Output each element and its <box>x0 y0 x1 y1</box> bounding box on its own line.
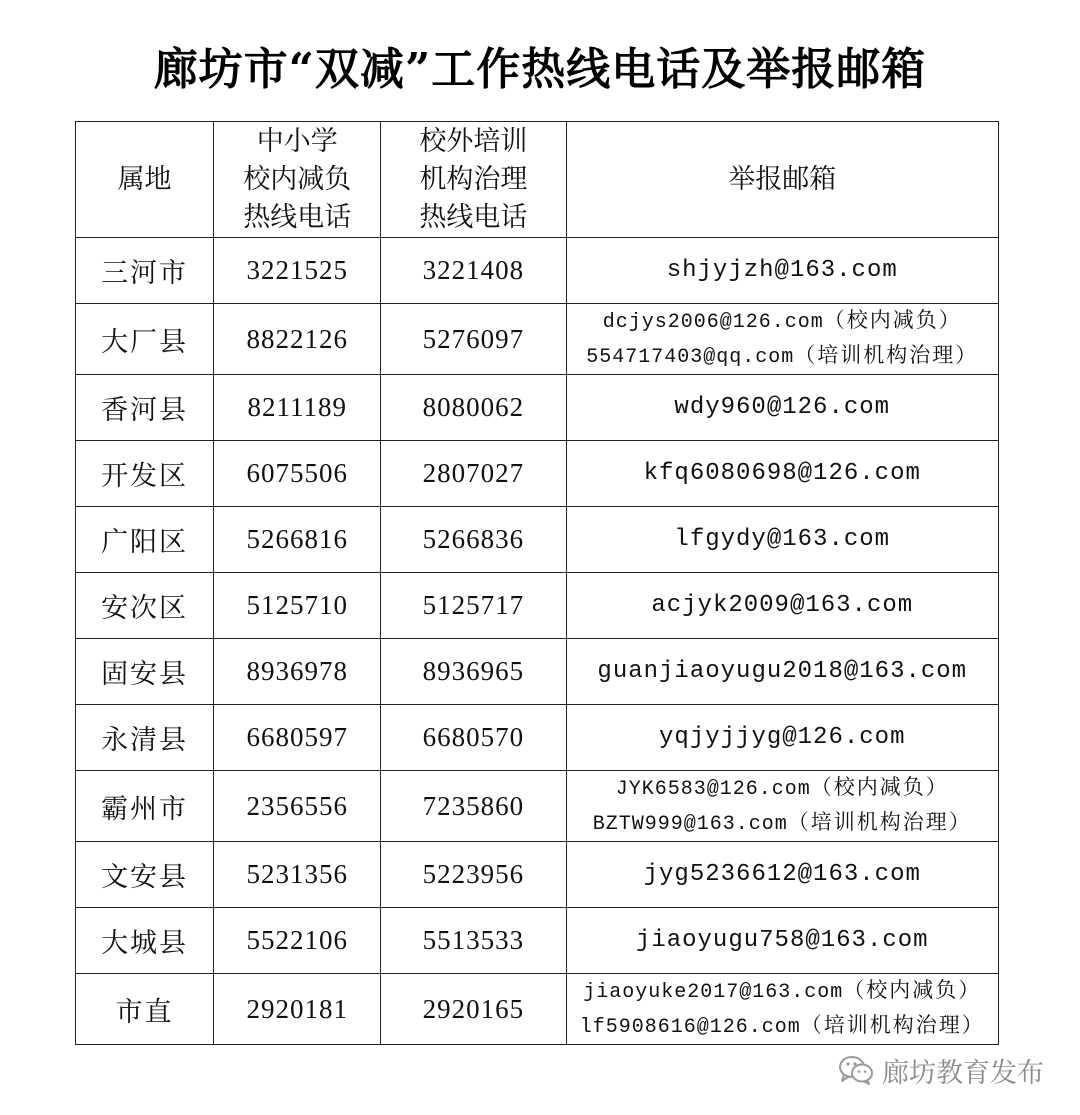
wechat-icon <box>838 1055 874 1085</box>
table-body <box>76 238 999 1045</box>
watermark <box>838 1050 1044 1090</box>
cell-email <box>566 908 999 974</box>
email-address: dcjys2006@126.com <box>602 311 824 334</box>
cell-school-hotline: 8211189 <box>214 375 381 441</box>
table-row <box>76 573 999 639</box>
cell-training-hotline: 7235860 <box>381 771 566 842</box>
cell-email <box>566 771 999 842</box>
cell-region: 开发区 <box>76 441 214 507</box>
cell-email <box>566 304 999 375</box>
cell-training-hotline: 2807027 <box>381 441 566 507</box>
table-row <box>76 705 999 771</box>
page-title: 廊坊市“双减”工作热线电话及举报邮箱 <box>153 44 927 95</box>
cell-training-hotline: 5513533 <box>381 908 566 974</box>
watermark-text: 廊坊教育发布 <box>882 1057 1044 1089</box>
cell-school-hotline: 3221525 <box>214 238 381 304</box>
cell-school-hotline: 5125710 <box>214 573 381 639</box>
email-line <box>567 1009 999 1044</box>
cell-school-hotline: 8822126 <box>214 304 381 375</box>
cell-region: 安次区 <box>76 573 214 639</box>
cell-email <box>566 573 999 639</box>
email-address: shjyjzh@163.com <box>666 257 898 284</box>
cell-school-hotline: 5266816 <box>214 507 381 573</box>
email-note: （校内减负） <box>823 308 962 332</box>
email-address: BZTW999@163.com <box>592 813 788 836</box>
cell-region: 文安县 <box>76 842 214 908</box>
header-email <box>566 122 999 238</box>
header-school-hotline-line: 中小学 <box>256 125 338 157</box>
email-address: 554717403@qq.com <box>586 346 795 369</box>
header-school-hotline-line: 热线电话 <box>243 201 352 233</box>
table-header-row <box>76 122 999 238</box>
cell-region: 固安县 <box>76 639 214 705</box>
table-row <box>76 771 999 842</box>
table-row <box>76 639 999 705</box>
email-address: acjyk2009@163.com <box>651 592 914 619</box>
header-region-label: 属地 <box>117 163 172 195</box>
email-note: （培训机构治理） <box>794 343 979 367</box>
cell-email <box>566 507 999 573</box>
email-address: kfq6080698@126.com <box>643 460 921 487</box>
table-row <box>76 908 999 974</box>
cell-email <box>566 974 999 1045</box>
cell-region: 霸州市 <box>76 771 214 842</box>
cell-school-hotline: 5231356 <box>214 842 381 908</box>
email-address: lf5908616@126.com <box>579 1016 801 1039</box>
email-line <box>567 806 999 841</box>
email-line <box>567 771 999 806</box>
email-address: lfgydy@163.com <box>674 526 891 553</box>
cell-region: 大厂县 <box>76 304 214 375</box>
email-address: yqjyjjyg@126.com <box>659 724 906 751</box>
cell-training-hotline: 5223956 <box>381 842 566 908</box>
email-note: （校内减负） <box>843 978 982 1002</box>
header-region <box>76 122 214 238</box>
table-row <box>76 375 999 441</box>
email-address: jiaoyuke2017@163.com <box>583 981 844 1004</box>
cell-school-hotline: 8936978 <box>214 639 381 705</box>
cell-email <box>566 842 999 908</box>
cell-school-hotline: 6680597 <box>214 705 381 771</box>
cell-school-hotline: 5522106 <box>214 908 381 974</box>
header-training-hotline-line: 机构治理 <box>419 163 528 195</box>
table-row <box>76 507 999 573</box>
header-training-hotline-line: 热线电话 <box>419 201 528 233</box>
cell-email <box>566 238 999 304</box>
email-line <box>567 974 999 1009</box>
cell-training-hotline: 5276097 <box>381 304 566 375</box>
cell-school-hotline: 6075506 <box>214 441 381 507</box>
cell-region: 广阳区 <box>76 507 214 573</box>
cell-training-hotline: 5266836 <box>381 507 566 573</box>
table-row <box>76 304 999 375</box>
cell-training-hotline: 8080062 <box>381 375 566 441</box>
email-address: JYK6583@126.com <box>615 778 811 801</box>
table-row <box>76 238 999 304</box>
header-training-hotline-line: 校外培训 <box>419 125 528 157</box>
cell-region: 香河县 <box>76 375 214 441</box>
cell-training-hotline: 8936965 <box>381 639 566 705</box>
email-line <box>567 339 999 374</box>
email-note: （培训机构治理） <box>787 810 972 834</box>
email-address: jyg5236612@163.com <box>643 861 921 888</box>
cell-school-hotline: 2920181 <box>214 974 381 1045</box>
cell-region: 永清县 <box>76 705 214 771</box>
header-email-label: 举报邮箱 <box>728 163 837 195</box>
cell-region: 三河市 <box>76 238 214 304</box>
email-line <box>567 304 999 339</box>
cell-email <box>566 441 999 507</box>
cell-training-hotline: 6680570 <box>381 705 566 771</box>
hotline-table <box>75 121 999 1045</box>
cell-region: 市直 <box>76 974 214 1045</box>
email-note: （培训机构治理） <box>800 1013 985 1037</box>
email-note: （校内减负） <box>810 775 949 799</box>
cell-school-hotline: 2356556 <box>214 771 381 842</box>
table-row <box>76 842 999 908</box>
table-row <box>76 974 999 1045</box>
table-row <box>76 441 999 507</box>
cell-email <box>566 375 999 441</box>
email-address: jiaoyugu758@163.com <box>635 927 929 954</box>
cell-region: 大城县 <box>76 908 214 974</box>
header-school-hotline <box>214 122 381 238</box>
cell-training-hotline: 5125717 <box>381 573 566 639</box>
email-address: guanjiaoyugu2018@163.com <box>597 658 968 685</box>
cell-email <box>566 639 999 705</box>
cell-email <box>566 705 999 771</box>
cell-training-hotline: 2920165 <box>381 974 566 1045</box>
header-training-hotline <box>381 122 566 238</box>
header-school-hotline-line: 校内减负 <box>243 163 352 195</box>
cell-training-hotline: 3221408 <box>381 238 566 304</box>
email-address: wdy960@126.com <box>674 394 891 421</box>
